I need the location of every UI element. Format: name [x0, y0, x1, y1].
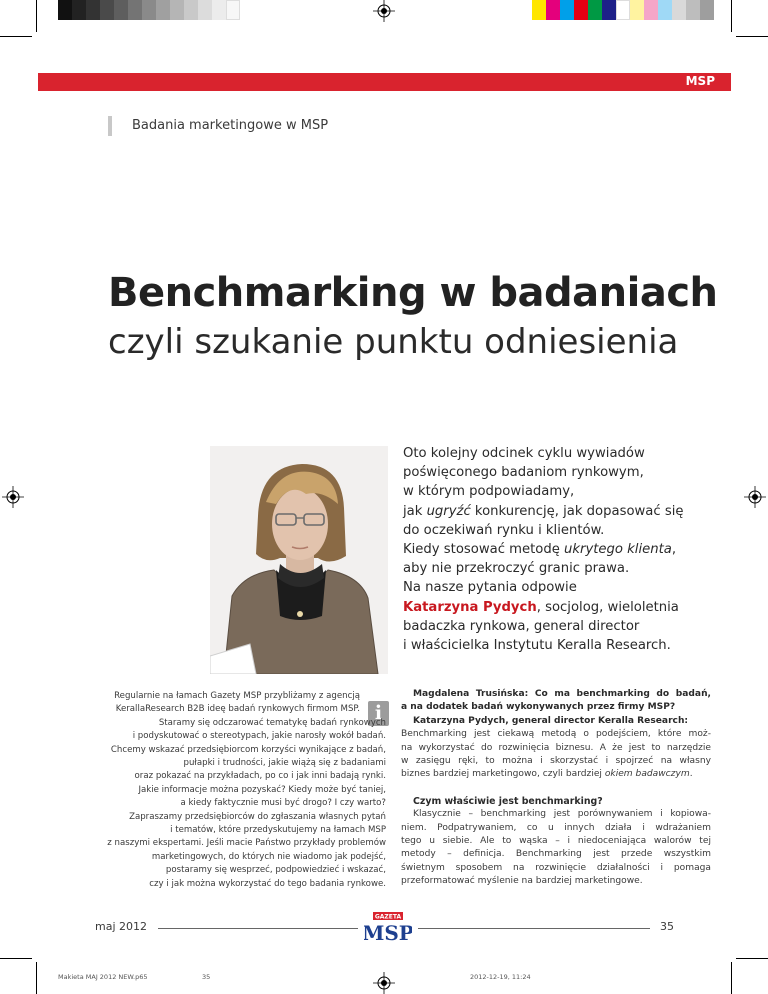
intro-line: jak ugryźć konkurencję, jak dopasować się: [403, 503, 684, 519]
info-line: i podyskutować o stereotypach, jakie narosły wokół badań.: [132, 731, 386, 742]
info-line: Chcemy wskazać przedsiębiorcom korzyści wynikające z badań,: [110, 744, 386, 755]
paragraph-line: w zasięgu ręki, to można i skorzystać i spojrzeć na własny: [401, 756, 711, 767]
info-line: Regularnie na łamach Gazety MSP przybliżamy z agencją: [114, 691, 360, 701]
section-title: Badania marketingowe w MSP: [108, 116, 328, 136]
question: a na dodatek badań wykonywanych przez firmy MSP?: [401, 702, 676, 713]
info-box-text: [80, 690, 386, 891]
registration-mark-top: [373, 0, 395, 22]
intro-line: badaczka rynkowa, general director: [403, 618, 640, 634]
footer-rule-right: [418, 928, 650, 929]
intro-line: poświęconego badaniom rynkowym,: [403, 465, 644, 481]
info-icon: i: [368, 701, 389, 726]
intro-line: Katarzyna Pydych, socjolog, wieloletnia: [403, 599, 679, 615]
intro-line: Oto kolejny odcinek cyklu wywiadów: [403, 446, 645, 461]
article-subtitle: czyli szukanie punktu odniesienia: [108, 322, 679, 362]
paragraph-line: Klasycznie – benchmarking jest porównywaniem i kopiowa-: [413, 809, 711, 820]
slug-date: 2012-12-19, 11:24: [470, 973, 531, 981]
svg-text:GAZETA: GAZETA: [374, 913, 402, 921]
question: Magdalena Trusińska: Co ma benchmarking do badań,: [413, 689, 711, 699]
info-line: postaramy się wesprzeć, podpowiedzieć i wskazać,: [165, 865, 386, 876]
issue-date: maj 2012: [95, 920, 148, 933]
page-number: 35: [660, 920, 674, 933]
answer-speaker: Katarzyna Pydych, general director Keralla Research:: [413, 715, 689, 726]
info-line: pułapki i trudności, jakie wiążą się z badaniami: [183, 758, 386, 769]
intro-line: aby nie przekroczyć granic prawa.: [403, 561, 630, 577]
info-line: KerallaResearch B2B ideę badań rynkowych firmom MSP.: [115, 704, 360, 715]
info-line: marketingowych, do których nie wiadomo jak podejść,: [151, 851, 386, 862]
paragraph-line: biznes bardziej marketingowo, czyli bardziej okiem badawczym.: [401, 769, 693, 780]
slug-page: 35: [202, 973, 211, 981]
article-body: [401, 688, 711, 889]
subheading: Czym właściwie jest benchmarking?: [413, 795, 603, 807]
intro-text: [403, 444, 703, 655]
info-line: Zapraszamy przedsiębiorców do zgłaszania własnych pytań: [129, 811, 386, 822]
info-line: Jakie informacje można pozyskać? Kiedy może być taniej,: [138, 784, 386, 795]
paragraph-line: niem. Podpatrywaniem, co u innych działa i wdrażaniem: [401, 822, 711, 833]
registration-mark-bottom: [373, 972, 395, 994]
paragraph-line: metody – definicja. Benchmarking jest przede wszystkim: [401, 849, 711, 860]
info-line: i tematów, które przedyskutujemy na łamach MSP: [170, 825, 386, 836]
registration-mark-left: [2, 486, 24, 508]
paragraph-line: tego u siebie. Ale to wąska – i niedoceniająca walorów tej: [401, 836, 711, 847]
svg-text:MSP: MSP: [364, 921, 412, 944]
intro-line: Kiedy stosować metodę ukrytego klienta,: [403, 542, 677, 558]
info-line: z naszymi ekspertami. Jeśli macie Państwo przykłady problemów: [107, 838, 386, 849]
intro-line: Na nasze pytania odpowie: [403, 580, 577, 596]
author-photo: [210, 446, 388, 674]
footer-rule-left: [158, 928, 358, 929]
paragraph-line: świetnym sposobem na rozwinięcie działalności i pomaga: [401, 862, 711, 873]
article-title: Benchmarking w badaniach: [108, 270, 718, 316]
info-line: oraz pokazać na przykładach, po co i jak inni badają rynki.: [134, 771, 386, 782]
section-band: [38, 73, 731, 91]
info-line: a kiedy faktycznie musi być drogo? I czy warto?: [180, 798, 386, 809]
intro-line: w którym podpowiadamy,: [403, 484, 575, 500]
paragraph-line: Benchmarking jest ciekawą metodą o podejściem, które moż-: [401, 729, 711, 740]
gazeta-msp-logo: [364, 912, 412, 944]
section-tag: MSP: [685, 74, 715, 88]
info-line: Staramy się odczarować tematykę badań rynkowych: [158, 717, 386, 728]
slug-file: Makieta MAJ 2012 NEW.p65: [58, 973, 148, 981]
info-line: czy i jak można wykorzystać do tego badania rynkowe.: [149, 878, 386, 889]
interviewee-name: Katarzyna Pydych: [403, 599, 537, 615]
registration-mark-right: [744, 486, 766, 508]
paragraph-line: na wykorzystać do rozwinięcia biznesu. A że jest to narzędzie: [401, 742, 711, 753]
paragraph-line: przeformatować myślenie na bardziej marketingowe.: [401, 876, 643, 887]
intro-line: i właścicielka Instytutu Keralla Research.: [403, 638, 671, 654]
intro-line: do oczekiwań rynku i klientów.: [403, 522, 605, 538]
